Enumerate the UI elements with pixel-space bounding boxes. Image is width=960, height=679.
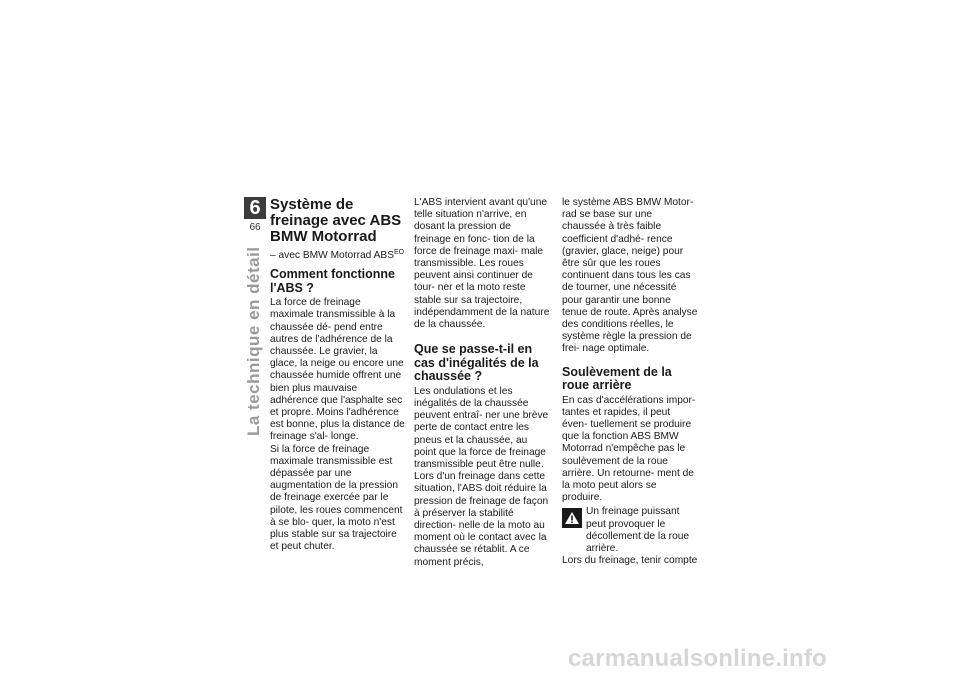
warning-text: Un freinage puissant peut provoquer le décollement de la roue arrière. bbox=[586, 506, 690, 555]
heading-how-abs-works: Comment fonctionne l'ABS ? bbox=[270, 267, 395, 295]
paragraph: Lors du freinage, tenir compte bbox=[562, 555, 698, 567]
paragraph: Les ondulations et les inégalités de la chaussée peuvent entraî- ner une brève perte de contact entre les pneus et la chaussée, au point que la force de freinage transmissible peut être nulle. Lors d'un freinage dans cette situation, l'ABS doit réduire la pression de freinage de façon à préserver la stabilité direction- nelle de la moto au moment où le contact avec la chaussée se rétablit. A ce moment précis, bbox=[414, 385, 549, 568]
equipment-note-sup: EO bbox=[394, 249, 405, 256]
column-2 bbox=[414, 197, 550, 569]
section-side-label: La technique en détail bbox=[244, 246, 263, 436]
watermark: carmanualsonline.info bbox=[568, 645, 827, 672]
column-3 bbox=[562, 197, 698, 567]
chapter-tab bbox=[244, 197, 266, 241]
equipment-note-text: – avec BMW Motorrad ABS bbox=[270, 250, 394, 261]
heading-rear-wheel-lift: Soulèvement de la roue arrière bbox=[562, 364, 672, 393]
heading-uneven-road: Que se passe-t-il en cas d'inégalités de la chaussée ? bbox=[414, 342, 539, 384]
paragraph: L'ABS intervient avant qu'une telle situation n'arrive, en dosant la pression de freinage en fonc- tion de la force de freinage maxi- male transmissible. Les roues peuvent ainsi continuer de tour- ner et la moto reste stable sur sa trajectoire, indépendamment de la nature de la chaussée. bbox=[414, 197, 550, 331]
section-title: Système de freinage avec ABS BMW Motorrad bbox=[270, 196, 402, 245]
equipment-note bbox=[270, 247, 406, 262]
page-number: 66 bbox=[249, 222, 261, 233]
paragraph: Si la force de freinage maximale transmissible est dépassée par une augmentation de la pression de freinage exercée par le pilote, les roues commencent à se blo- quer, la moto n'est plus stable sur sa trajectoire et peut chuter. bbox=[270, 443, 403, 553]
paragraph: La force de freinage maximale transmissible à la chaussée dé- pend entre autres de l'adhérence de la chaussée. Le gravier, la glace, la neige ou encore une chaussée humide offrent une bien plus mauvaise adhérence que l'asphalte sec et propre. Moins l'adhérence est bonne, plus la distance de freinage s'al- longe. bbox=[270, 297, 405, 443]
paragraph: le système ABS BMW Motor- rad se base sur une chaussée à très faible coefficient d'adhé- rence (gravier, glace, neige) pour être sûr que les roues continuent dans tous les cas de tourner, une nécessité pour garantir une bonne tenue de route. Après analyse des conditions réelles, le système règle la pression de frei- nage optimale. bbox=[562, 197, 698, 355]
warning-note bbox=[562, 506, 698, 555]
chapter-number: 6 bbox=[244, 197, 266, 219]
column-1 bbox=[270, 197, 406, 553]
paragraph: En cas d'accélérations impor- tantes et rapides, il peut éven- tuellement se produire que la fonction ABS BMW Motorrad n'empêche pas le soulèvement de la roue arrière. Un retourne- ment de la moto peut alors se produire. bbox=[562, 394, 696, 504]
warning-triangle-icon bbox=[562, 508, 582, 528]
